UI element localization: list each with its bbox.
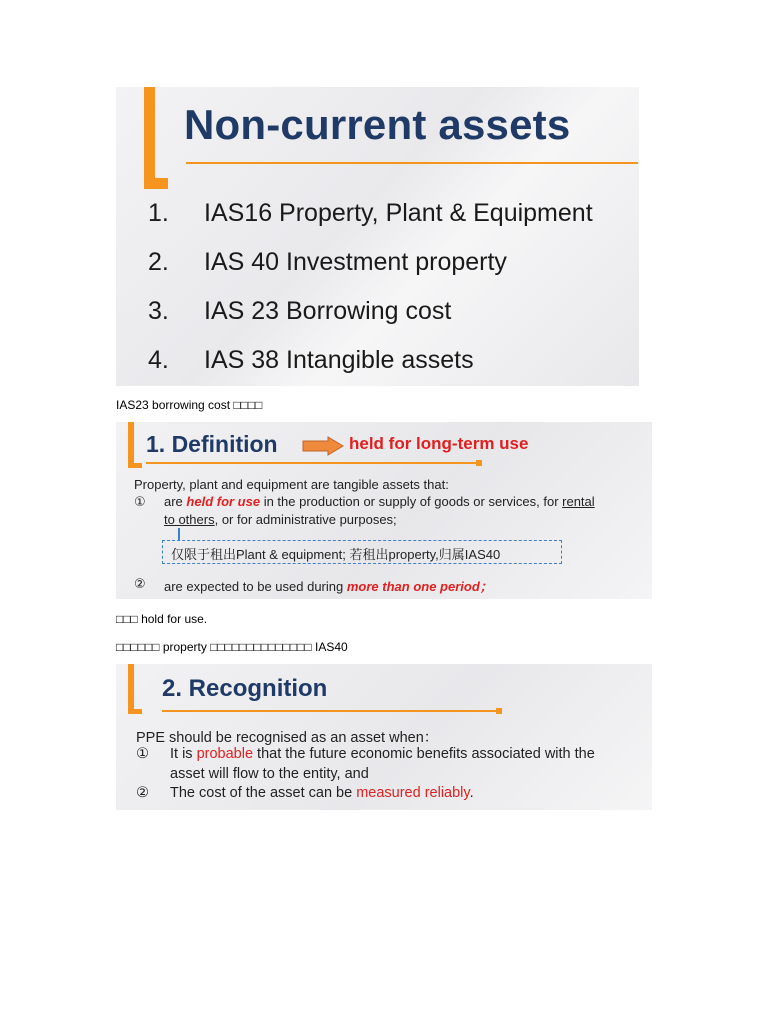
list-text: IAS 40 Investment property [204,248,507,276]
underlined-text: rental [562,494,595,509]
item-marker: ① [136,746,149,762]
list-number: 2. [148,248,169,276]
recognition-item-2 [170,785,474,801]
title-underline [162,710,498,712]
list-text: IAS16 Property, Plant & Equipment [204,199,593,227]
recognition-item-1-cont: asset will flow to the entity, and [170,766,369,782]
text-run: are expected to be used during [164,579,347,594]
note-borrowing-cost: IAS23 borrowing cost □□□□ [116,398,263,412]
list-text: IAS 38 Intangible assets [204,346,474,374]
text-run: The cost of the asset can be [170,785,357,801]
emphasis-text: probable [196,746,254,762]
emphasis-text: measured reliably [356,785,470,801]
text-run: . [469,785,474,801]
underline-end-dot [496,708,502,714]
title-underline [186,162,638,164]
orange-bracket [128,422,134,468]
title-underline [146,462,478,464]
slide-recognition [116,664,652,810]
list-number: 3. [148,297,169,325]
chinese-note-box: 仅限于租出Plant & equipment; 若租出property,归属IAS40 [162,540,562,564]
note-hold-for-use: □□□ hold for use. [116,612,208,626]
list-item [148,244,638,293]
text-run: , or for administrative purposes; [214,512,397,527]
item-marker: ② [136,785,149,801]
definition-intro: Property, plant and equipment are tangible assets that: [134,477,449,492]
list-text: IAS 23 Borrowing cost [204,297,452,325]
down-arrow-icon [176,528,182,540]
emphasis-text: more than one period； [346,579,493,594]
slide-definition [116,422,652,599]
list-item [148,293,638,342]
slide-non-current-assets [116,87,639,386]
standards-list [148,195,638,386]
underline-end-dot [476,460,482,466]
note-property-ias40: □□□□□□ property □□□□□□□□□□□□□□ IAS40 [116,640,348,654]
arrow-caption: held for long-term use [349,434,529,453]
list-item [148,195,638,244]
definition-item-1-cont [164,512,397,527]
text-run: It is [170,746,197,762]
list-number: 4. [148,346,169,374]
orange-bracket [144,87,155,189]
emphasis-text: held for use [186,494,261,509]
item-marker: ① [134,494,146,509]
text-run: that the future economic benefits associated with the [253,746,595,762]
right-arrow-icon [302,436,344,456]
slide-title: 2. Recognition [162,675,328,702]
slide-title: 1. Definition [146,431,278,457]
list-item [148,342,638,386]
item-marker: ② [134,576,146,591]
definition-item-1 [164,494,595,509]
orange-bracket [128,664,134,714]
text-run: are [164,494,187,509]
orange-bracket-foot [128,463,142,468]
recognition-item-1 [170,746,595,762]
list-number: 1. [148,199,169,227]
recognition-intro: PPE should be recognised as an asset when： [136,730,439,746]
orange-bracket-foot [128,709,142,714]
underlined-text: to others [164,512,215,527]
slide-title: Non-current assets [184,101,571,148]
orange-bracket-foot [144,178,168,189]
definition-item-2 [164,576,493,595]
text-run: in the production or supply of goods or services, for [260,494,563,509]
